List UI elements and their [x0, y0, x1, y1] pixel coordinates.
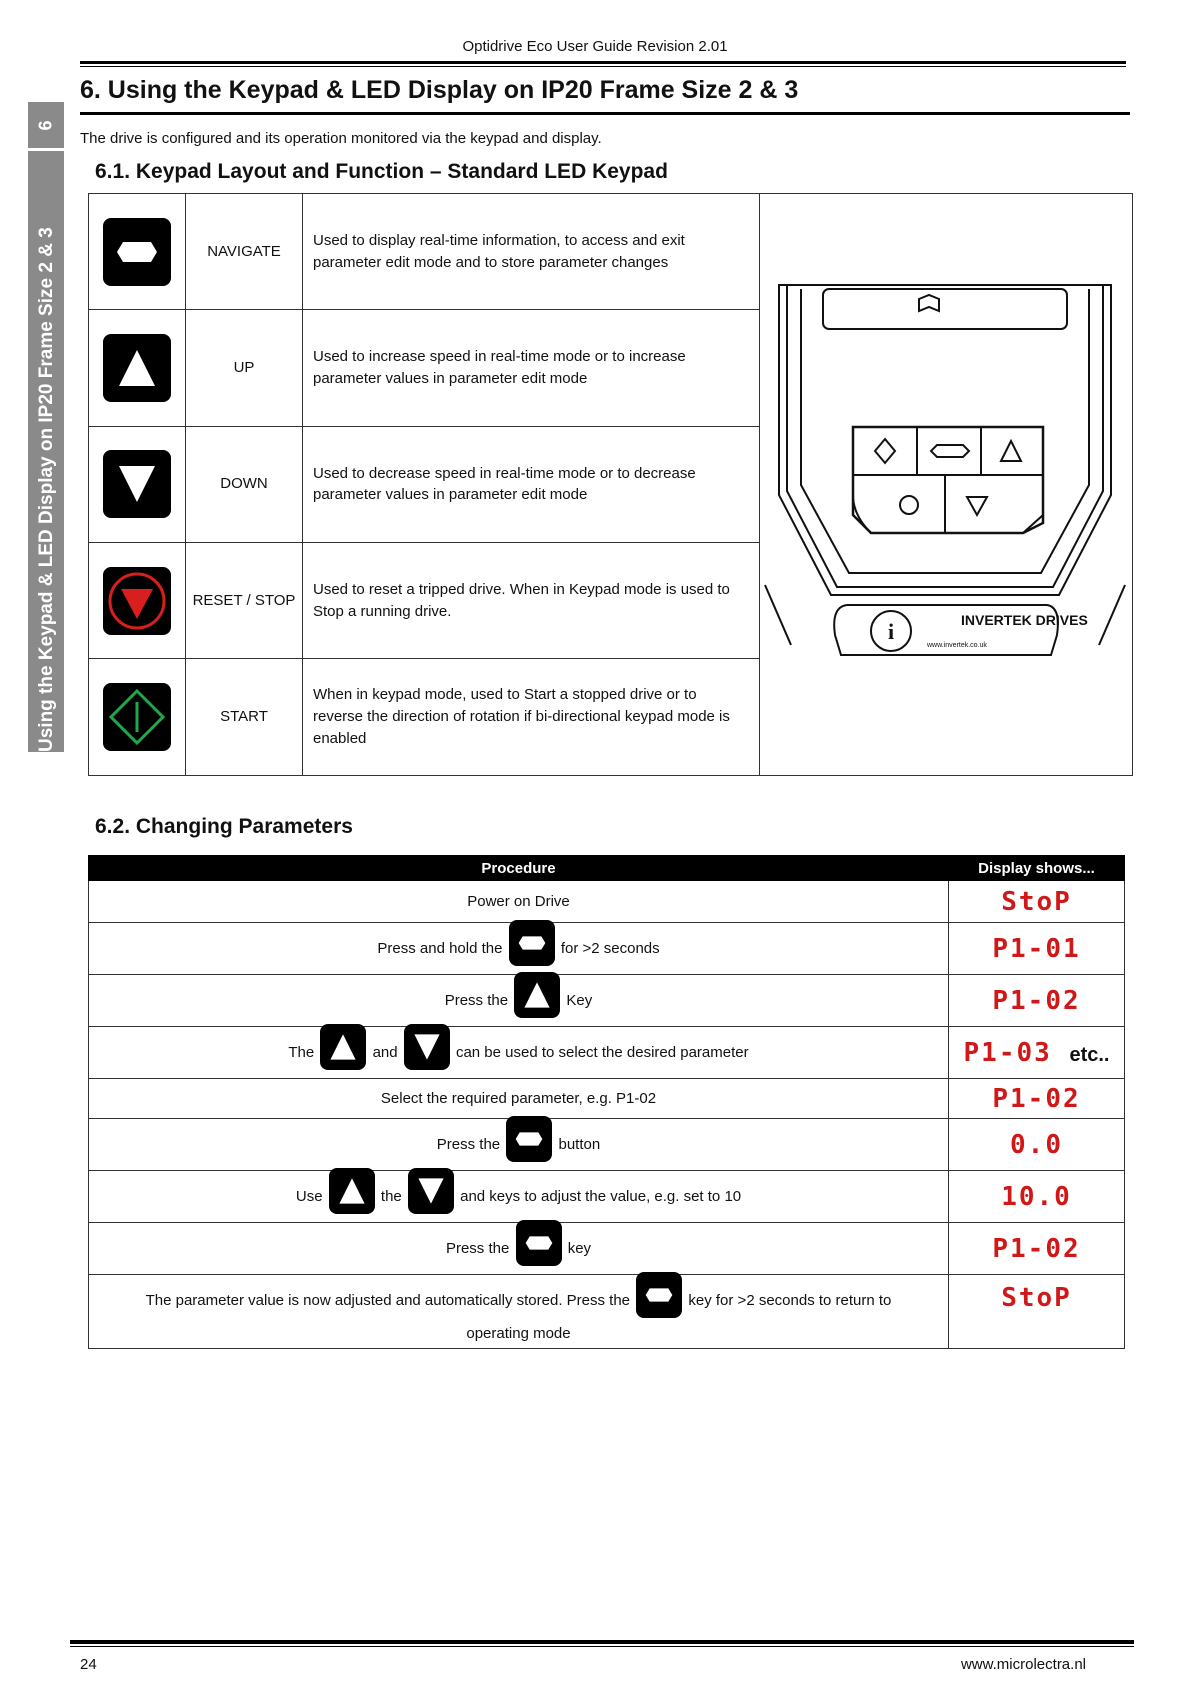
procedure-table [88, 855, 1125, 1349]
navigate-icon [636, 1272, 682, 1318]
procedure-row [89, 1119, 1125, 1171]
down-arrow-icon [408, 1168, 454, 1214]
navigate-icon [509, 920, 555, 966]
key-description: Used to increase speed in real-time mode or to increase parameter values in parameter edit mode [303, 310, 760, 426]
keypad-image [760, 194, 1133, 776]
key-name: START [186, 659, 303, 775]
header-rule [80, 61, 1126, 64]
display-readout: 10.0 [949, 1171, 1125, 1223]
keypad-table [88, 193, 1133, 776]
procedure-row [89, 975, 1125, 1027]
key-name: RESET / STOP [186, 543, 303, 659]
stop-icon [103, 567, 171, 635]
page-header: Optidrive Eco User Guide Revision 2.01 [462, 38, 728, 55]
procedure-row [89, 1275, 1125, 1349]
display-readout: 0.0 [949, 1119, 1125, 1171]
keypad-brand: INVERTEK DRIVES [961, 612, 1088, 628]
key-row [89, 194, 1133, 310]
navigate-icon [506, 1116, 552, 1162]
key-name: NAVIGATE [186, 194, 303, 310]
side-tab-number: 6 [35, 119, 56, 131]
display-column-header: Display shows... [949, 856, 1125, 881]
procedure-step: Press the button [89, 1119, 949, 1171]
procedure-step: Use the and keys to adjust the value, e.g. set to 10 [89, 1171, 949, 1223]
key-description: When in keypad mode, used to Start a stopped drive or to reverse the direction of rotation if bi-directional keypad mode is enabled [303, 659, 760, 775]
procedure-row [89, 1171, 1125, 1223]
display-readout: StoP [949, 1275, 1125, 1349]
procedure-row [89, 1079, 1125, 1119]
procedure-header-row [89, 856, 1125, 881]
procedure-row [89, 1027, 1125, 1079]
down-arrow-icon [103, 450, 171, 518]
website-link[interactable]: www.microlectra.nl [960, 1656, 1086, 1673]
procedure-step: The and can be used to select the desired parameter [89, 1027, 949, 1079]
side-tab-text: Using the Keypad & LED Display on IP20 Frame Size 2 & 3 [36, 227, 57, 752]
procedure-step: Select the required parameter, e.g. P1-02 [89, 1079, 949, 1119]
section-2-heading: 6.2. Changing Parameters [95, 815, 353, 838]
intro-text: The drive is configured and its operation monitored via the keypad and display. [80, 130, 602, 147]
procedure-step: The parameter value is now adjusted and automatically stored. Press the key for >2 seconds to return to operating mode [89, 1275, 949, 1349]
display-readout: P1-03 etc.. [949, 1027, 1125, 1079]
procedure-step: Press the key [89, 1223, 949, 1275]
procedure-step: Press the Key [89, 975, 949, 1027]
title-rule [80, 112, 1130, 115]
procedure-step: Press and hold the for >2 seconds [89, 923, 949, 975]
svg-text:i: i [887, 619, 895, 644]
keypad-url: www.invertek.co.uk [927, 642, 987, 649]
key-description: Used to display real-time information, to access and exit parameter edit mode and to store parameter changes [303, 194, 760, 310]
procedure-row [89, 1223, 1125, 1275]
procedure-column-header: Procedure [89, 856, 949, 881]
up-arrow-icon [514, 972, 560, 1018]
up-arrow-icon [320, 1024, 366, 1070]
footer-rule [70, 1640, 1134, 1644]
procedure-row [89, 881, 1125, 923]
page-title: 6. Using the Keypad & LED Display on IP20 Frame Size 2 & 3 [80, 76, 799, 104]
key-description: Used to reset a tripped drive. When in Keypad mode is used to Stop a running drive. [303, 543, 760, 659]
up-arrow-icon [103, 334, 171, 402]
side-tab [28, 102, 64, 752]
page-number: 24 [80, 1656, 97, 1673]
start-icon [103, 683, 171, 751]
etc-label: etc.. [1069, 1043, 1110, 1066]
procedure-step: Power on Drive [89, 881, 949, 923]
key-name: UP [186, 310, 303, 426]
display-readout: P1-02 [949, 975, 1125, 1027]
key-name: DOWN [186, 426, 303, 542]
display-readout: StoP [949, 881, 1125, 923]
side-tab-divider [28, 148, 64, 151]
navigate-icon [516, 1220, 562, 1266]
procedure-row [89, 923, 1125, 975]
navigate-icon [103, 218, 171, 286]
display-readout: P1-02 [949, 1079, 1125, 1119]
section-1-heading: 6.1. Keypad Layout and Function – Standard LED Keypad [95, 160, 668, 183]
up-arrow-icon [329, 1168, 375, 1214]
footer-rule-thin [70, 1646, 1134, 1647]
down-arrow-icon [404, 1024, 450, 1070]
display-readout: P1-02 [949, 1223, 1125, 1275]
header-rule-thin [80, 66, 1126, 67]
display-readout: P1-01 [949, 923, 1125, 975]
keypad-drawing [761, 195, 1129, 767]
key-description: Used to decrease speed in real-time mode or to decrease parameter values in parameter edit mode [303, 426, 760, 542]
